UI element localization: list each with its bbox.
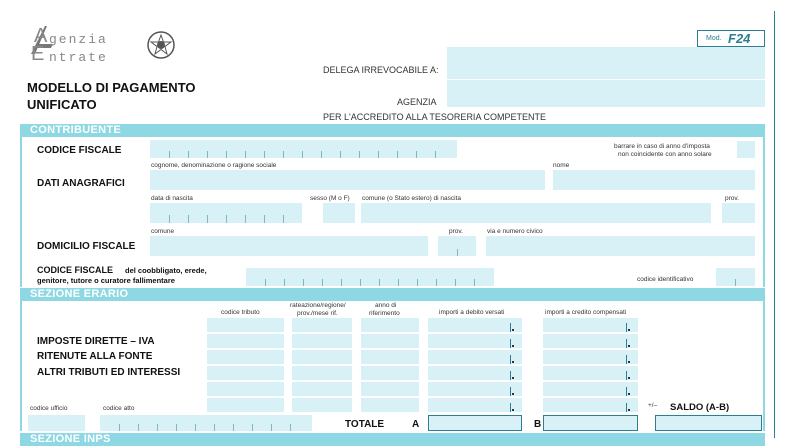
char-box-tick: [455, 279, 456, 286]
codice-ufficio-label: codice ufficio: [30, 405, 68, 412]
codice-identificativo-tick: [735, 279, 736, 286]
delega-label: DELEGA IRREVOCABILE A:: [323, 65, 439, 75]
logo-line2: ntrate: [49, 50, 108, 65]
char-box-tick: [226, 151, 227, 158]
totale-label: TOTALE: [345, 419, 385, 430]
decimal-comma: [512, 377, 514, 379]
contribuente-title: CONTRIBUENTE: [30, 124, 121, 136]
importo-credito-cell[interactable]: [543, 398, 638, 413]
comune-label: comune: [151, 228, 175, 235]
char-box-tick: [435, 151, 436, 158]
char-box-tick: [397, 151, 398, 158]
cf-coobbligato-label-rest2: genitore, tutore o curatore fallimentare: [37, 276, 175, 285]
char-box-tick: [264, 151, 265, 158]
nome-label: nome: [553, 162, 570, 169]
char-box-tick: [379, 279, 380, 286]
char-box-tick: [188, 151, 189, 158]
codice-tributo-cell[interactable]: [207, 350, 284, 365]
anno-riferimento-cell[interactable]: [361, 334, 419, 349]
prov-nascita-field[interactable]: [722, 203, 755, 223]
comune-nascita-label: comune (o Stato estero) di nascita: [362, 195, 461, 202]
char-box-tick: [226, 215, 227, 223]
codice-tributo-cell[interactable]: [207, 334, 284, 349]
data-nascita-label: data di nascita: [151, 195, 193, 202]
char-box-tick: [245, 215, 246, 223]
col-rateazione-line2: prov./mese rif.: [297, 310, 338, 317]
form-title-line1: MODELLO DI PAGAMENTO: [27, 80, 196, 95]
char-box-tick: [245, 151, 246, 158]
inps-title: SEZIONE INPS: [30, 433, 111, 445]
totale-b-label: B: [534, 419, 542, 430]
codice-atto-label: codice atto: [103, 405, 135, 412]
char-box-tick: [341, 279, 342, 286]
decimal-comma: [628, 377, 630, 379]
saldo-field[interactable]: [655, 415, 762, 431]
decimal-comma: [628, 361, 630, 363]
row-label-imposte: IMPOSTE DIRETTE – IVA: [37, 336, 155, 347]
char-box-tick: [233, 424, 234, 431]
decimal-separator: [626, 371, 627, 380]
contribuente-header: [20, 124, 765, 137]
decimal-comma: [628, 393, 630, 395]
col-anno-line1: anno di: [375, 302, 397, 309]
row-label-ritenute: RITENUTE ALLA FONTE: [37, 351, 153, 362]
char-box-tick: [378, 151, 379, 158]
erario-title: SEZIONE ERARIO: [30, 288, 129, 300]
char-box-tick: [359, 151, 360, 158]
decimal-comma: [512, 345, 514, 347]
char-box-tick: [138, 424, 139, 431]
importo-debito-cell[interactable]: [428, 318, 522, 333]
codice-atto-field[interactable]: [100, 415, 312, 431]
prov-nascita-label: prov.: [725, 195, 739, 202]
char-box-tick: [303, 279, 304, 286]
agenzia-entrate-logo: [27, 24, 152, 64]
char-box-tick: [417, 279, 418, 286]
char-box-tick: [474, 279, 475, 286]
mod-value: F24: [728, 31, 751, 46]
codice-fiscale-label: CODICE FISCALE: [37, 145, 122, 156]
logo-letter-e: E: [31, 43, 45, 65]
anno-riferimento-cell[interactable]: [361, 366, 419, 381]
logo-letter-a: A: [34, 25, 48, 47]
decimal-comma: [628, 329, 630, 331]
saldo-label: SALDO (A-B): [670, 402, 730, 413]
decimal-separator: [626, 323, 627, 332]
char-box-tick: [195, 424, 196, 431]
char-box-tick: [176, 424, 177, 431]
plus-minus-label: +/–: [648, 402, 658, 409]
importo-credito-cell[interactable]: [543, 366, 638, 381]
decimal-comma: [512, 361, 514, 363]
totale-b-field[interactable]: [543, 415, 638, 431]
rateazione-cell[interactable]: [292, 366, 352, 381]
importo-debito-cell[interactable]: [428, 382, 522, 397]
right-border: [774, 10, 775, 438]
cf-coobbligato-label-bold: CODICE FISCALE: [37, 265, 114, 275]
delega-field[interactable]: [447, 47, 765, 79]
anno-non-coincidente-checkbox[interactable]: [737, 141, 755, 158]
decimal-separator: [510, 387, 511, 396]
char-box-tick: [436, 279, 437, 286]
domicilio-fiscale-label: DOMICILIO FISCALE: [37, 241, 136, 252]
char-box-tick: [340, 151, 341, 158]
logo-line1: genzia: [49, 32, 108, 47]
char-box-tick: [214, 424, 215, 431]
sesso-label: sesso (M o F): [310, 195, 350, 202]
char-box-tick: [207, 215, 208, 223]
char-box-tick: [290, 424, 291, 431]
char-box-tick: [416, 151, 417, 158]
codice-tributo-cell[interactable]: [207, 398, 284, 413]
char-box-tick: [321, 151, 322, 158]
col-rateazione-line1: rateazione/regione/: [290, 302, 346, 309]
accredito-label: PER L'ACCREDITO ALLA TESORERIA COMPETENTE: [323, 112, 546, 122]
dati-anagrafici-label: DATI ANAGRAFICI: [37, 178, 125, 189]
char-box-tick: [265, 279, 266, 286]
char-box-tick: [169, 215, 170, 223]
decimal-comma: [512, 393, 514, 395]
codice-tributo-cell[interactable]: [207, 366, 284, 381]
agenzia-label: AGENZIA: [397, 97, 437, 107]
importo-credito-cell[interactable]: [543, 382, 638, 397]
anno-riferimento-cell[interactable]: [361, 382, 419, 397]
char-box-tick: [264, 215, 265, 223]
col-codice-tributo: codice tributo: [221, 309, 260, 316]
rateazione-cell[interactable]: [292, 318, 352, 333]
decimal-separator: [510, 339, 511, 348]
decimal-separator: [510, 323, 511, 332]
col-anno-line2: riferimento: [369, 310, 400, 317]
char-box-tick: [322, 279, 323, 286]
col-debito: importi a debito versati: [439, 309, 505, 316]
codice-identificativo-label: codice identificativo: [637, 276, 694, 283]
char-box-tick: [283, 151, 284, 158]
agenzia-field[interactable]: [447, 80, 765, 107]
mod-f24-badge: [697, 30, 765, 47]
col-credito: importi a credito compensati: [545, 309, 627, 316]
barrare-line1: barrare in caso di anno d'imposta: [614, 143, 710, 150]
importo-debito-cell[interactable]: [428, 398, 522, 413]
via-field[interactable]: [486, 236, 755, 256]
cognome-field[interactable]: [150, 170, 545, 190]
decimal-separator: [626, 355, 627, 364]
comune-nascita-field[interactable]: [361, 203, 711, 223]
importo-credito-cell[interactable]: [543, 318, 638, 333]
importo-debito-cell[interactable]: [428, 334, 522, 349]
char-box-tick: [188, 215, 189, 223]
char-box-tick: [169, 151, 170, 158]
prov-domicilio-label: prov.: [449, 228, 463, 235]
rateazione-cell[interactable]: [292, 350, 352, 365]
char-box-tick: [284, 279, 285, 286]
decimal-comma: [628, 345, 630, 347]
char-box-tick: [271, 424, 272, 431]
char-box-tick: [302, 151, 303, 158]
via-label: via e numero civico: [487, 228, 543, 235]
comune-domicilio-field[interactable]: [150, 236, 428, 256]
rateazione-cell[interactable]: [292, 334, 352, 349]
decimal-separator: [626, 339, 627, 348]
decimal-separator: [626, 387, 627, 396]
rateazione-cell[interactable]: [292, 398, 352, 413]
importo-credito-cell[interactable]: [543, 350, 638, 365]
char-box-tick: [207, 151, 208, 158]
anno-riferimento-cell[interactable]: [361, 398, 419, 413]
importo-debito-cell[interactable]: [428, 366, 522, 381]
republic-emblem-icon: [146, 30, 176, 60]
rateazione-cell[interactable]: [292, 382, 352, 397]
codice-fiscale-field[interactable]: [150, 140, 457, 158]
prov-domicilio-tick: [457, 249, 458, 256]
totale-a-field[interactable]: [428, 415, 522, 431]
codice-tributo-cell[interactable]: [207, 382, 284, 397]
decimal-separator: [510, 403, 511, 412]
totale-a-label: A: [412, 419, 420, 430]
erario-header: [20, 288, 765, 301]
char-box-tick: [252, 424, 253, 431]
importo-debito-cell[interactable]: [428, 350, 522, 365]
char-box-tick: [398, 279, 399, 286]
decimal-comma: [628, 409, 630, 411]
importo-credito-cell[interactable]: [543, 334, 638, 349]
char-box-tick: [283, 215, 284, 223]
top-border: [20, 10, 775, 11]
cf-coobbligato-label-rest1: del coobbligato, erede,: [125, 266, 207, 275]
decimal-separator: [626, 403, 627, 412]
sesso-field[interactable]: [323, 203, 355, 223]
decimal-comma: [512, 409, 514, 411]
decimal-comma: [512, 329, 514, 331]
codice-tributo-cell[interactable]: [207, 318, 284, 333]
nome-field[interactable]: [553, 170, 755, 190]
row-label-altri: ALTRI TRIBUTI ED INTERESSI: [37, 367, 181, 378]
cognome-label: cognome, denominazione o ragione sociale: [151, 162, 277, 169]
barrare-line2: non coincidente con anno solare: [618, 151, 712, 158]
inps-header: [20, 433, 765, 446]
codice-ufficio-field[interactable]: [28, 415, 85, 431]
anno-riferimento-cell[interactable]: [361, 318, 419, 333]
char-box-tick: [360, 279, 361, 286]
char-box-tick: [119, 424, 120, 431]
mod-label: Mod.: [706, 35, 722, 42]
decimal-separator: [510, 355, 511, 364]
anno-riferimento-cell[interactable]: [361, 350, 419, 365]
char-box-tick: [157, 424, 158, 431]
form-title-line2: UNIFICATO: [27, 97, 97, 112]
decimal-separator: [510, 371, 511, 380]
